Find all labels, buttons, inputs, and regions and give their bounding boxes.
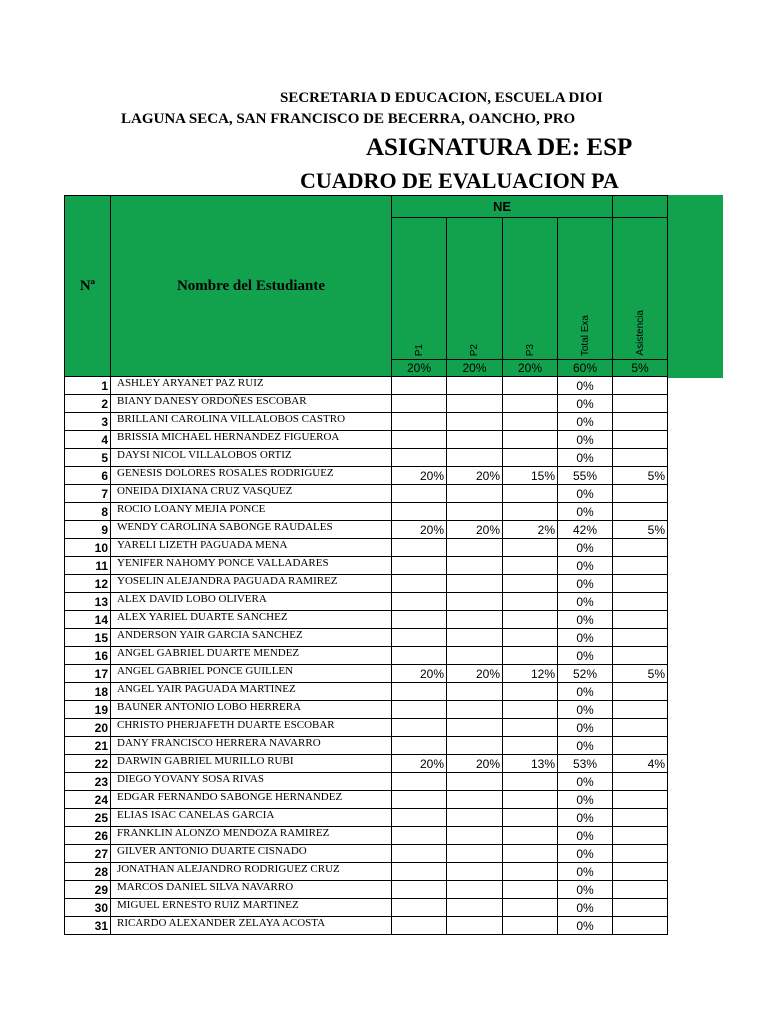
table-row [65, 611, 668, 629]
grade-total-exa: 0% [558, 395, 613, 413]
grade-p3 [503, 917, 558, 935]
row-number: 29 [65, 881, 111, 899]
grade-p2 [447, 737, 503, 755]
table-row [65, 467, 668, 485]
row-number: 5 [65, 449, 111, 467]
row-number: 10 [65, 539, 111, 557]
grade-p2 [447, 845, 503, 863]
table-row [65, 683, 668, 701]
grade-p2 [447, 395, 503, 413]
grade-p3 [503, 593, 558, 611]
grade-p3 [503, 611, 558, 629]
student-name: EDGAR FERNANDO SABONGE HERNANDEZ [111, 791, 392, 809]
grade-p3 [503, 575, 558, 593]
row-number: 22 [65, 755, 111, 773]
student-name: CHRISTO PHERJAFETH DUARTE ESCOBAR [111, 719, 392, 737]
group-header-blank [613, 196, 668, 218]
student-name: ANGEL GABRIEL DUARTE MENDEZ [111, 647, 392, 665]
table-row [65, 755, 668, 773]
grade-p1 [392, 485, 447, 503]
grade-total-exa: 0% [558, 719, 613, 737]
grade-total-exa: 0% [558, 647, 613, 665]
grade-total-exa: 0% [558, 557, 613, 575]
grade-p3: 13% [503, 755, 558, 773]
grade-p1: 20% [392, 665, 447, 683]
student-name: GENESIS DOLORES ROSALES RODRIGUEZ [111, 467, 392, 485]
table-row [65, 845, 668, 863]
grade-asistencia [613, 881, 668, 899]
header-institution: SECRETARIA D EDUCACION, ESCUELA DIOI [280, 90, 603, 106]
table-row [65, 521, 668, 539]
grade-p1 [392, 899, 447, 917]
grade-asistencia [613, 809, 668, 827]
grade-p2 [447, 575, 503, 593]
grade-asistencia [613, 593, 668, 611]
grade-asistencia [613, 629, 668, 647]
table-row [65, 413, 668, 431]
grade-p2 [447, 809, 503, 827]
grade-p1 [392, 575, 447, 593]
row-number: 2 [65, 395, 111, 413]
grade-p3 [503, 503, 558, 521]
grade-total-exa: 0% [558, 917, 613, 935]
student-name: MARCOS DANIEL SILVA NAVARRO [111, 881, 392, 899]
grade-total-exa: 0% [558, 899, 613, 917]
grade-asistencia [613, 611, 668, 629]
grade-p3: 2% [503, 521, 558, 539]
table-row [65, 737, 668, 755]
grade-total-exa: 0% [558, 701, 613, 719]
table-row [65, 665, 668, 683]
grade-p1 [392, 863, 447, 881]
student-name: DAYSI NICOL VILLALOBOS ORTIZ [111, 449, 392, 467]
column-header-p2: P2 [447, 218, 503, 360]
grade-p1 [392, 377, 447, 395]
table-row [65, 719, 668, 737]
grade-p1: 20% [392, 521, 447, 539]
grade-total-exa: 0% [558, 449, 613, 467]
grade-p2 [447, 899, 503, 917]
row-number: 30 [65, 899, 111, 917]
grade-asistencia [613, 485, 668, 503]
grade-asistencia [613, 683, 668, 701]
grade-total-exa: 0% [558, 773, 613, 791]
grade-asistencia [613, 575, 668, 593]
grade-p2 [447, 557, 503, 575]
row-number: 4 [65, 431, 111, 449]
table-row [65, 809, 668, 827]
column-header-student-name: Nombre del Estudiante [111, 196, 392, 377]
table-row [65, 899, 668, 917]
grade-p1 [392, 809, 447, 827]
grade-p1 [392, 845, 447, 863]
student-name: YOSELIN ALEJANDRA PAGUADA RAMIREZ [111, 575, 392, 593]
grade-p1 [392, 413, 447, 431]
table-row [65, 701, 668, 719]
grade-p3 [503, 485, 558, 503]
grade-asistencia [613, 701, 668, 719]
student-name: ANDERSON YAIR GARCIA SANCHEZ [111, 629, 392, 647]
grade-asistencia: 4% [613, 755, 668, 773]
grade-total-exa: 0% [558, 863, 613, 881]
row-number: 11 [65, 557, 111, 575]
grade-total-exa: 53% [558, 755, 613, 773]
grade-total-exa: 0% [558, 683, 613, 701]
student-name: WENDY CAROLINA SABONGE RAUDALES [111, 521, 392, 539]
grade-p1 [392, 557, 447, 575]
student-name: ALEX DAVID LOBO OLIVERA [111, 593, 392, 611]
grade-total-exa: 0% [558, 629, 613, 647]
student-name: DIEGO YOVANY SOSA RIVAS [111, 773, 392, 791]
grade-total-exa: 0% [558, 413, 613, 431]
student-name: BAUNER ANTONIO LOBO HERRERA [111, 701, 392, 719]
student-name: BIANY DANESY ORDOÑES ESCOBAR [111, 395, 392, 413]
grade-p3 [503, 413, 558, 431]
grade-p2 [447, 647, 503, 665]
grade-total-exa: 0% [558, 881, 613, 899]
grade-p2 [447, 413, 503, 431]
grade-p1 [392, 719, 447, 737]
grade-asistencia [613, 791, 668, 809]
grade-p2 [447, 377, 503, 395]
grade-total-exa: 0% [558, 539, 613, 557]
table-row [65, 539, 668, 557]
grade-asistencia [613, 431, 668, 449]
grade-p3 [503, 809, 558, 827]
grade-p3 [503, 899, 558, 917]
weight-p2: 20% [447, 360, 503, 377]
grade-p3 [503, 701, 558, 719]
row-number: 13 [65, 593, 111, 611]
student-name: ELIAS ISAC CANELAS GARCIA [111, 809, 392, 827]
grade-asistencia: 5% [613, 665, 668, 683]
row-number: 26 [65, 827, 111, 845]
grade-asistencia [613, 737, 668, 755]
grade-p2 [447, 539, 503, 557]
weight-asistencia: 5% [613, 360, 668, 377]
grade-p3 [503, 557, 558, 575]
grade-p3 [503, 629, 558, 647]
group-header-ne: NE [392, 196, 613, 218]
student-name: JONATHAN ALEJANDRO RODRIGUEZ CRUZ [111, 863, 392, 881]
grade-p1 [392, 503, 447, 521]
grade-p1 [392, 683, 447, 701]
table-row [65, 827, 668, 845]
grade-p2 [447, 593, 503, 611]
grade-p1 [392, 917, 447, 935]
weight-p3: 20% [503, 360, 558, 377]
grade-p1 [392, 629, 447, 647]
grade-asistencia [613, 557, 668, 575]
student-name: DANY FRANCISCO HERRERA NAVARRO [111, 737, 392, 755]
student-name: YARELI LIZETH PAGUADA MENA [111, 539, 392, 557]
weight-p1: 20% [392, 360, 447, 377]
grade-total-exa: 0% [558, 737, 613, 755]
table-row [65, 377, 668, 395]
table-row [65, 503, 668, 521]
student-name: ASHLEY ARYANET PAZ RUIZ [111, 377, 392, 395]
grade-asistencia [613, 827, 668, 845]
row-number: 19 [65, 701, 111, 719]
table-row [65, 557, 668, 575]
student-name: GILVER ANTONIO DUARTE CISNADO [111, 845, 392, 863]
grade-asistencia [613, 899, 668, 917]
row-number: 16 [65, 647, 111, 665]
grade-p2 [447, 791, 503, 809]
grade-p1 [392, 701, 447, 719]
grade-p3 [503, 647, 558, 665]
grade-p2 [447, 773, 503, 791]
table-row [65, 593, 668, 611]
grade-p1: 20% [392, 755, 447, 773]
grade-p3 [503, 881, 558, 899]
grade-p1 [392, 827, 447, 845]
grade-p3 [503, 683, 558, 701]
row-number: 28 [65, 863, 111, 881]
row-number: 9 [65, 521, 111, 539]
student-name: YENIFER NAHOMY PONCE VALLADARES [111, 557, 392, 575]
grade-p1 [392, 791, 447, 809]
grade-p3 [503, 791, 558, 809]
header-title: CUADRO DE EVALUACION PA [300, 168, 619, 193]
student-name: FRANKLIN ALONZO MENDOZA RAMIREZ [111, 827, 392, 845]
grade-p1 [392, 449, 447, 467]
table-row [65, 629, 668, 647]
grade-p2 [447, 683, 503, 701]
column-header-asistencia: Asistencia [613, 218, 668, 360]
header-location: LAGUNA SECA, SAN FRANCISCO DE BECERRA, OANCHO, PRO [121, 111, 576, 127]
grade-p2 [447, 863, 503, 881]
grade-asistencia: 5% [613, 521, 668, 539]
row-number: 6 [65, 467, 111, 485]
grade-p3 [503, 377, 558, 395]
student-name: BRILLANI CAROLINA VILLALOBOS CASTRO [111, 413, 392, 431]
grade-p2 [447, 827, 503, 845]
grade-asistencia [613, 719, 668, 737]
grade-p1 [392, 593, 447, 611]
row-number: 17 [65, 665, 111, 683]
grade-asistencia: 5% [613, 467, 668, 485]
row-number: 7 [65, 485, 111, 503]
grade-p1 [392, 539, 447, 557]
row-number: 14 [65, 611, 111, 629]
grade-p2 [447, 503, 503, 521]
grade-asistencia [613, 845, 668, 863]
grade-p3 [503, 539, 558, 557]
grade-p3 [503, 431, 558, 449]
grade-p2 [447, 485, 503, 503]
row-number: 8 [65, 503, 111, 521]
grade-p2: 20% [447, 665, 503, 683]
grade-asistencia [613, 377, 668, 395]
grade-asistencia [613, 863, 668, 881]
grade-p1 [392, 881, 447, 899]
grade-total-exa: 42% [558, 521, 613, 539]
grade-asistencia [613, 773, 668, 791]
grade-p1 [392, 773, 447, 791]
table-row [65, 773, 668, 791]
grade-p3 [503, 827, 558, 845]
grade-p1: 20% [392, 467, 447, 485]
grade-p2 [447, 917, 503, 935]
table-row [65, 791, 668, 809]
row-number: 1 [65, 377, 111, 395]
grade-p2: 20% [447, 521, 503, 539]
student-name: MIGUEL ERNESTO RUIZ MARTINEZ [111, 899, 392, 917]
grade-p1 [392, 431, 447, 449]
grade-p2 [447, 431, 503, 449]
header-subject: ASIGNATURA DE: ESP [366, 134, 633, 161]
table-row [65, 449, 668, 467]
table-row [65, 485, 668, 503]
column-header-p3: P3 [503, 218, 558, 360]
grade-p2 [447, 719, 503, 737]
grade-total-exa: 0% [558, 593, 613, 611]
row-number: 27 [65, 845, 111, 863]
grade-total-exa: 0% [558, 809, 613, 827]
grade-total-exa: 0% [558, 791, 613, 809]
grade-p3 [503, 773, 558, 791]
row-number: 21 [65, 737, 111, 755]
grade-p2 [447, 629, 503, 647]
grade-p2: 20% [447, 755, 503, 773]
grade-p3 [503, 863, 558, 881]
grade-p3 [503, 719, 558, 737]
grade-p2 [447, 701, 503, 719]
table-row [65, 431, 668, 449]
student-name: ANGEL GABRIEL PONCE GUILLEN [111, 665, 392, 683]
grade-total-exa: 0% [558, 485, 613, 503]
grade-p1 [392, 611, 447, 629]
row-number: 12 [65, 575, 111, 593]
grade-total-exa: 52% [558, 665, 613, 683]
grade-p2 [447, 881, 503, 899]
table-row [65, 863, 668, 881]
grade-p1 [392, 647, 447, 665]
grade-p3 [503, 845, 558, 863]
grade-total-exa: 0% [558, 611, 613, 629]
header-green-extension [668, 195, 723, 378]
table-row [65, 395, 668, 413]
column-header-p1: P1 [392, 218, 447, 360]
student-name: ALEX YARIEL DUARTE SANCHEZ [111, 611, 392, 629]
grade-p2 [447, 449, 503, 467]
grade-asistencia [613, 503, 668, 521]
grade-total-exa: 0% [558, 845, 613, 863]
grade-total-exa: 55% [558, 467, 613, 485]
grade-asistencia [613, 917, 668, 935]
row-number: 15 [65, 629, 111, 647]
grade-asistencia [613, 449, 668, 467]
grade-p1 [392, 737, 447, 755]
student-name: ROCIO LOANY MEJIA PONCE [111, 503, 392, 521]
row-number: 24 [65, 791, 111, 809]
grade-p3 [503, 395, 558, 413]
row-number: 31 [65, 917, 111, 935]
grade-total-exa: 0% [558, 827, 613, 845]
grade-asistencia [613, 539, 668, 557]
row-number: 3 [65, 413, 111, 431]
table-row [65, 881, 668, 899]
grade-p3: 15% [503, 467, 558, 485]
grade-total-exa: 0% [558, 503, 613, 521]
grade-total-exa: 0% [558, 575, 613, 593]
row-number: 25 [65, 809, 111, 827]
evaluation-table [64, 195, 668, 935]
grade-p3: 12% [503, 665, 558, 683]
grade-p2 [447, 611, 503, 629]
weight-total-exa: 60% [558, 360, 613, 377]
grade-total-exa: 0% [558, 431, 613, 449]
grade-asistencia [613, 395, 668, 413]
student-name: BRISSIA MICHAEL HERNANDEZ FIGUEROA [111, 431, 392, 449]
row-number: 20 [65, 719, 111, 737]
grade-asistencia [613, 413, 668, 431]
student-name: ONEIDA DIXIANA CRUZ VASQUEZ [111, 485, 392, 503]
column-header-number: Nª [65, 196, 111, 377]
student-name: DARWIN GABRIEL MURILLO RUBI [111, 755, 392, 773]
grade-p2: 20% [447, 467, 503, 485]
grade-p3 [503, 449, 558, 467]
table-row [65, 575, 668, 593]
row-number: 18 [65, 683, 111, 701]
student-name: RICARDO ALEXANDER ZELAYA ACOSTA [111, 917, 392, 935]
grade-total-exa: 0% [558, 377, 613, 395]
grade-asistencia [613, 647, 668, 665]
grade-p1 [392, 395, 447, 413]
grade-p3 [503, 737, 558, 755]
column-header-total-exa: Total Exa [558, 218, 613, 360]
table-row [65, 917, 668, 935]
row-number: 23 [65, 773, 111, 791]
student-name: ANGEL YAIR PAGUADA MARTINEZ [111, 683, 392, 701]
table-row [65, 647, 668, 665]
